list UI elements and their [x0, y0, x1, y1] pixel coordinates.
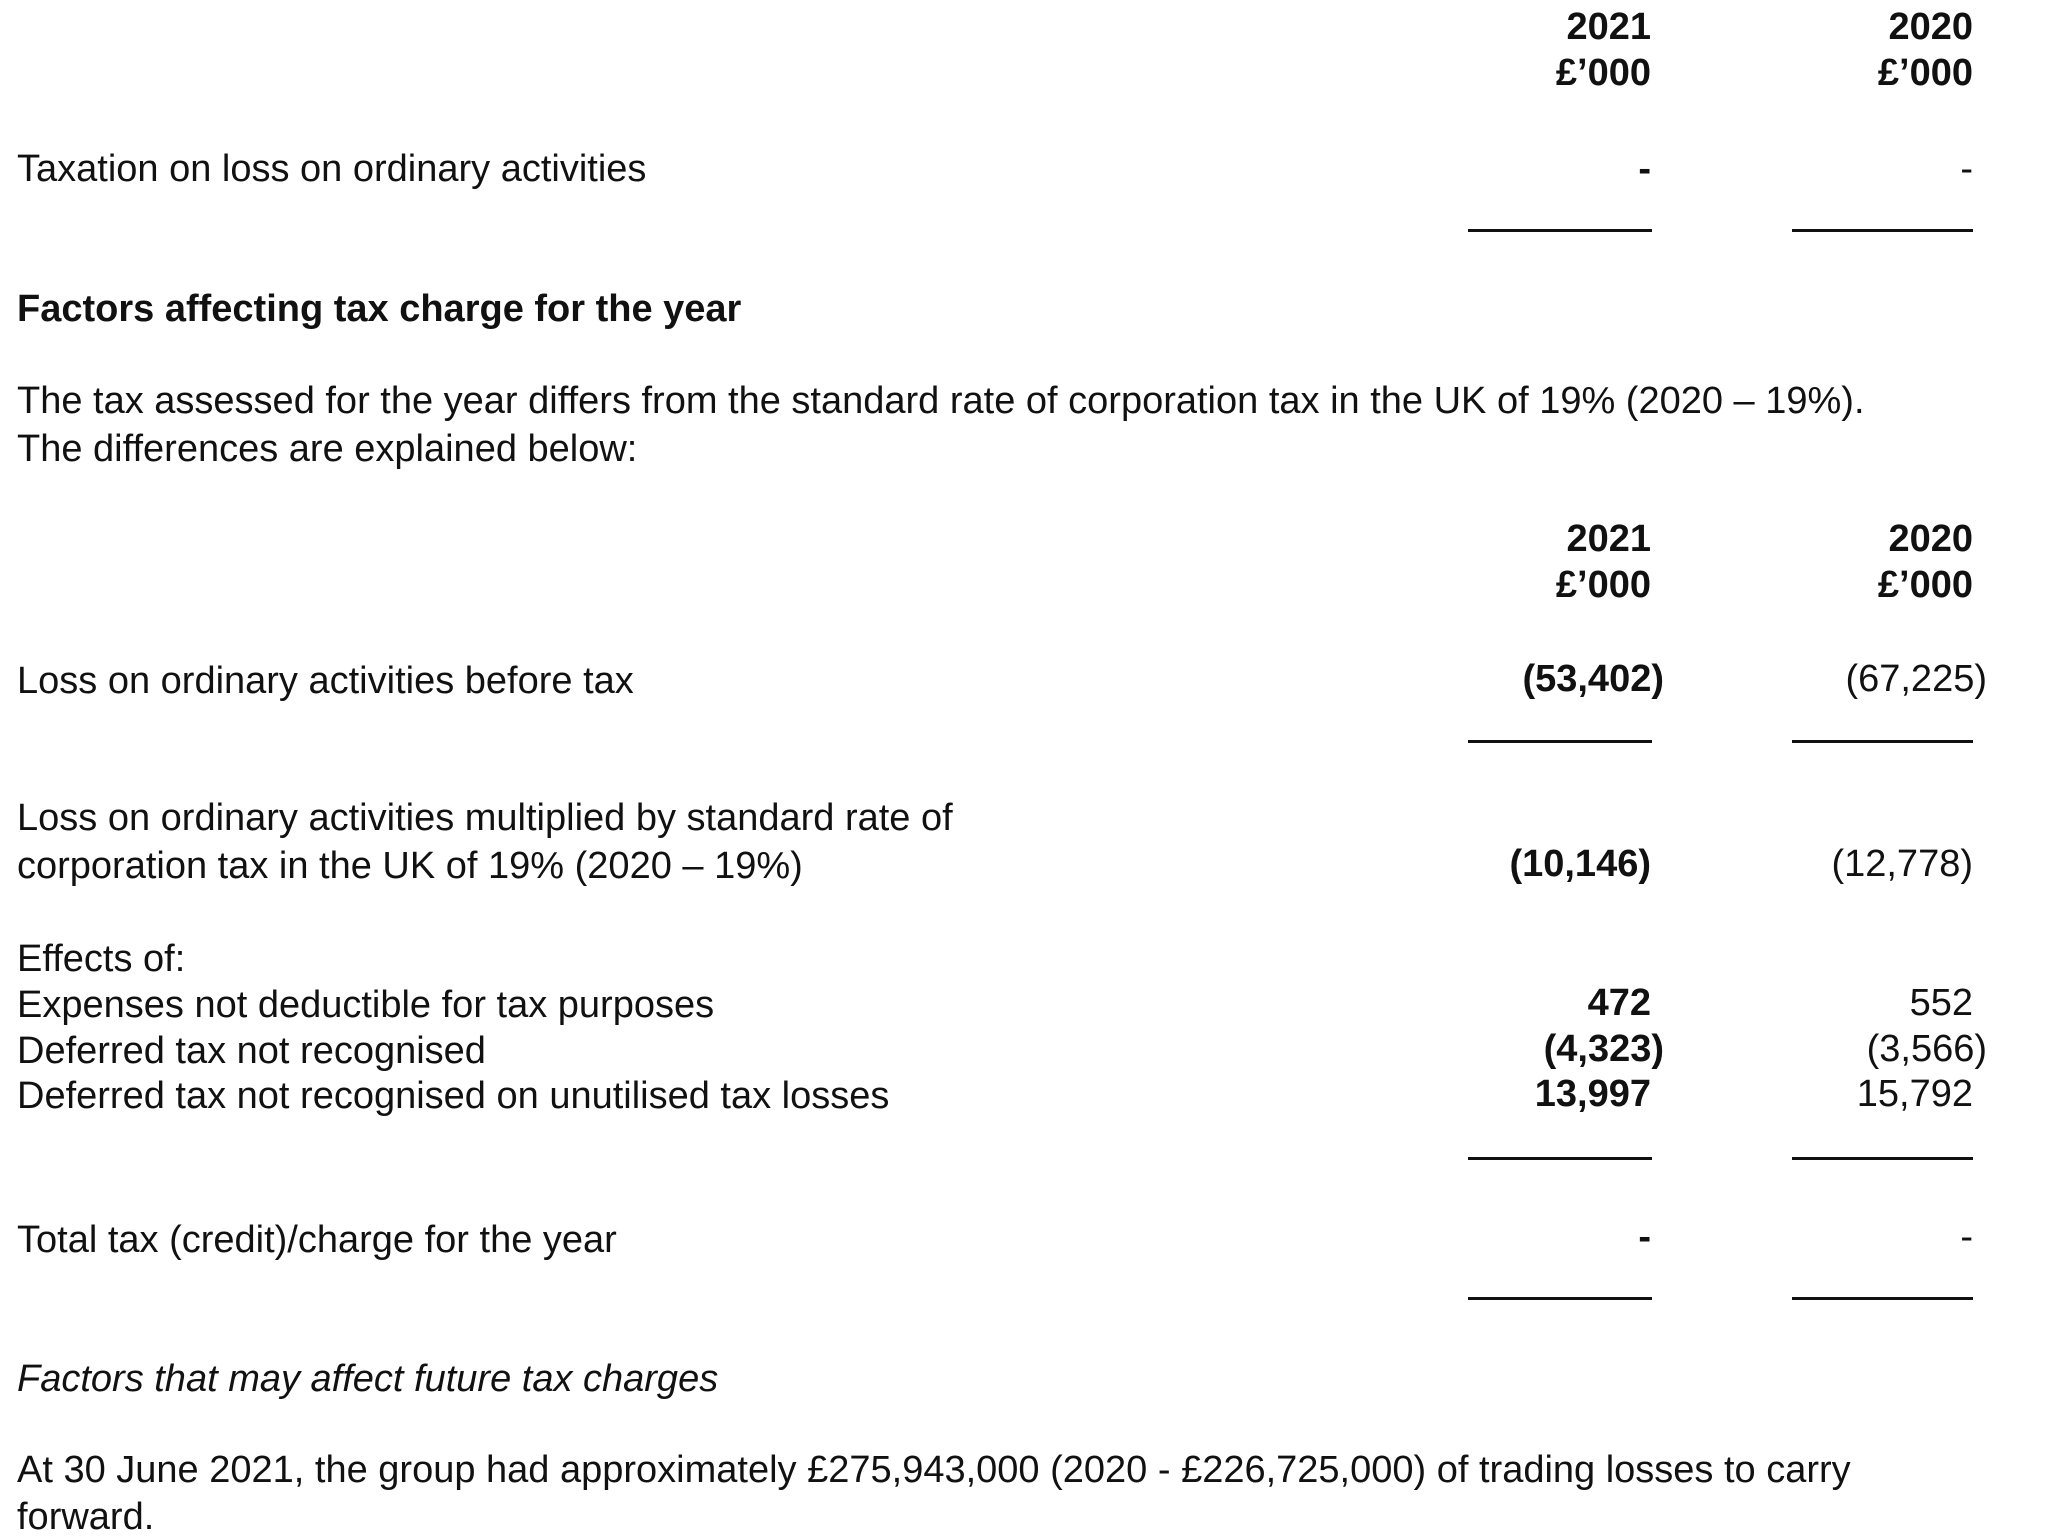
- loss-multiplied-label-2: corporation tax in the UK of 19% (2020 – 19%): [17, 845, 803, 887]
- header2-2021-year: 2021: [1566, 518, 1651, 560]
- future-text-line-1: At 30 June 2021, the group had approximately £275,943,000 (2020 - £226,725,000) of trading losses to carry: [17, 1449, 1851, 1491]
- loss-before-tax-rule-2021: [1468, 740, 1652, 743]
- header1-2021-year: 2021: [1566, 6, 1651, 48]
- loss-before-tax-rule-2020: [1792, 740, 1973, 743]
- effects-row-2021: 472: [1587, 982, 1651, 1024]
- effects-row-label: Deferred tax not recognised: [17, 1030, 486, 1072]
- taxation-label: Taxation on loss on ordinary activities: [17, 148, 647, 190]
- intro-line-2: The differences are explained below:: [17, 428, 638, 470]
- header1-2020-unit: £’000: [1877, 52, 1973, 94]
- effects-rule-2021: [1468, 1157, 1652, 1160]
- taxation-value-2020: -: [1960, 148, 1973, 190]
- effects-row-label: Deferred tax not recognised on unutilised tax losses: [17, 1075, 890, 1117]
- header1-2021-unit: £’000: [1555, 52, 1651, 94]
- taxation-value-2021: -: [1638, 148, 1651, 190]
- loss-multiplied-2020: (12,778): [1831, 843, 1973, 885]
- section-heading: Factors affecting tax charge for the year: [17, 288, 742, 330]
- effects-row-2020: 552: [1909, 982, 1973, 1024]
- effects-row-2020: (3,566): [1866, 1028, 1987, 1070]
- total-rule-2020: [1792, 1297, 1973, 1300]
- header2-2020-year: 2020: [1888, 518, 1973, 560]
- header1-2020-year: 2020: [1888, 6, 1973, 48]
- effects-row-2021: 13,997: [1534, 1073, 1651, 1115]
- effects-row-label: Expenses not deductible for tax purposes: [17, 984, 715, 1026]
- effects-rule-2020: [1792, 1157, 1973, 1160]
- loss-before-tax-2020: (67,225): [1845, 658, 1987, 700]
- header2-2021-unit: £’000: [1555, 564, 1651, 606]
- future-heading: Factors that may affect future tax charges: [17, 1358, 719, 1400]
- header2-2020-unit: £’000: [1877, 564, 1973, 606]
- future-text-line-2: forward.: [17, 1496, 155, 1538]
- effects-row-2021: (4,323): [1543, 1028, 1664, 1070]
- total-value-2020: -: [1960, 1216, 1973, 1258]
- total-value-2021: -: [1638, 1216, 1651, 1258]
- loss-before-tax-2021: (53,402): [1522, 658, 1664, 700]
- intro-line-1: The tax assessed for the year differs from the standard rate of corporation tax in the UK of 19% (2020 – 19%).: [17, 380, 1865, 422]
- taxation-rule-2020: [1792, 229, 1973, 232]
- loss-multiplied-label-1: Loss on ordinary activities multiplied by standard rate of: [17, 797, 953, 839]
- loss-multiplied-2021: (10,146): [1509, 843, 1651, 885]
- effects-row-2020: 15,792: [1856, 1073, 1973, 1115]
- total-label: Total tax (credit)/charge for the year: [17, 1219, 617, 1261]
- total-rule-2021: [1468, 1297, 1652, 1300]
- loss-before-tax-label: Loss on ordinary activities before tax: [17, 660, 634, 702]
- effects-heading: Effects of:: [17, 938, 186, 980]
- taxation-rule-2021: [1468, 229, 1652, 232]
